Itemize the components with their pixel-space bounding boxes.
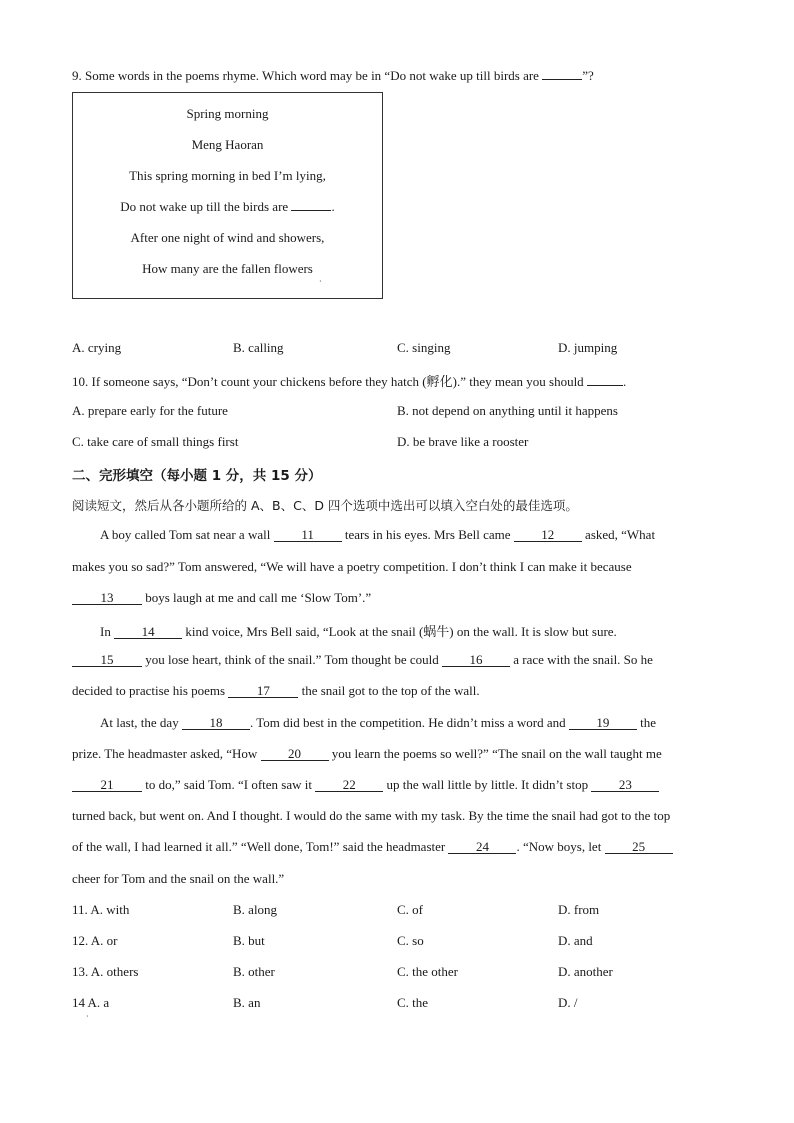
blank-24[interactable]: 24 xyxy=(448,840,516,854)
blank-22[interactable]: 22 xyxy=(315,778,383,792)
passage-line: decided to practise his poems 17 the snail got to the top of the wall. xyxy=(72,683,480,698)
passage-line: 13 boys laugh at me and call me ‘Slow Tom’.” xyxy=(72,590,371,606)
blank-line xyxy=(587,385,623,386)
choice-option-a[interactable]: 12. A. or xyxy=(72,933,118,948)
section-instruction: 阅读短文，然后从各小题所给的 A、B、C、D 四个选项中选出可以填入空白处的最佳选项。 xyxy=(72,498,578,513)
choice-option-a[interactable]: 13. A. others xyxy=(72,964,139,979)
blank-23[interactable]: 23 xyxy=(591,778,659,792)
choice-option-b[interactable]: B. along xyxy=(233,902,278,917)
section-heading: 二、完形填空（每小题 1 分，共 15 分） xyxy=(72,468,322,484)
poem-author: Meng Haoran xyxy=(191,137,264,152)
blank-17[interactable]: 17 xyxy=(228,684,298,698)
q9-option-a[interactable]: A. crying xyxy=(72,340,122,355)
blank-14[interactable]: 14 xyxy=(114,625,182,639)
q9-option-d[interactable]: D. jumping xyxy=(558,340,618,355)
passage-line: In 14 kind voice, Mrs Bell said, “Look at the snail (蜗牛) on the wall. It is slow but sure. xyxy=(100,624,617,639)
choice-option-c[interactable]: C. the other xyxy=(397,964,459,979)
blank-21[interactable]: 21 xyxy=(72,778,142,792)
passage-line: makes you so sad?” Tom answered, “We will have a poetry competition. I don’t think I can make it because xyxy=(72,559,632,574)
blank-16[interactable]: 16 xyxy=(442,653,510,667)
stray-dot: · xyxy=(86,1012,89,1021)
q10-option-d[interactable]: D. be brave like a rooster xyxy=(397,434,529,449)
choice-option-c[interactable]: C. the xyxy=(397,995,429,1010)
blank-12[interactable]: 12 xyxy=(514,528,582,542)
choice-option-d[interactable]: D. another xyxy=(558,964,613,979)
poem-line-4: How many are the fallen flowers xyxy=(142,261,313,276)
blank-11[interactable]: 11 xyxy=(274,528,342,542)
choice-option-d[interactable]: D. / xyxy=(558,995,578,1010)
choice-option-b[interactable]: B. an xyxy=(233,995,261,1010)
passage-line: At last, the day 18 . Tom did best in the competition. He didn’t miss a word and 19 the xyxy=(100,715,656,730)
poem-line-1: This spring morning in bed I’m lying, xyxy=(129,168,326,183)
passage-line: A boy called Tom sat near a wall 11 tears in his eyes. Mrs Bell came 12 asked, “What xyxy=(100,527,656,542)
choice-option-a[interactable]: 14 A. a xyxy=(72,995,110,1010)
q10-option-b[interactable]: B. not depend on anything until it happens xyxy=(397,403,618,418)
choice-option-a[interactable]: 11. A. with xyxy=(72,902,130,917)
blank-13[interactable]: 13 xyxy=(72,591,142,605)
question-10-stem: 10. If someone says, “Don’t count your chickens before they hatch (孵化).” they mean you should . xyxy=(72,374,627,389)
poem-title: Spring morning xyxy=(186,106,269,121)
choice-option-d[interactable]: D. and xyxy=(558,933,593,948)
poem-line-2: Do not wake up till the birds are . xyxy=(120,199,335,214)
choice-option-c[interactable]: C. so xyxy=(397,933,424,948)
q9-option-c[interactable]: C. singing xyxy=(397,340,451,355)
passage-line: 15 you lose heart, think of the snail.” Tom thought be could 16 a race with the snail. So he xyxy=(72,652,653,668)
passage-line: turned back, but went on. And I thought. I would do the same with my task. By the time the snail had got to the top xyxy=(72,808,671,823)
blank-20[interactable]: 20 xyxy=(261,747,329,761)
question-9-stem: 9. Some words in the poems rhyme. Which word may be in “Do not wake up till birds are ”? xyxy=(72,68,594,83)
choice-option-b[interactable]: B. other xyxy=(233,964,275,979)
choice-option-d[interactable]: D. from xyxy=(558,902,600,917)
poem-line-3: After one night of wind and showers, xyxy=(130,230,325,245)
passage-line: prize. The headmaster asked, “How 20 you learn the poems so well?” “The snail on the wall taught me xyxy=(72,746,662,761)
passage-line: cheer for Tom and the snail on the wall.” xyxy=(72,871,285,886)
passage-line: of the wall, I had learned it all.” “Well done, Tom!” said the headmaster 24 . “Now boys, let 25 xyxy=(72,839,673,855)
blank-line xyxy=(291,210,331,211)
blank-19[interactable]: 19 xyxy=(569,716,637,730)
q10-option-c[interactable]: C. take care of small things first xyxy=(72,434,239,449)
blank-15[interactable]: 15 xyxy=(72,653,142,667)
blank-line xyxy=(542,79,582,80)
choice-option-b[interactable]: B. but xyxy=(233,933,265,948)
blank-25[interactable]: 25 xyxy=(605,840,673,854)
choice-option-c[interactable]: C. of xyxy=(397,902,423,917)
q10-option-a[interactable]: A. prepare early for the future xyxy=(72,403,228,418)
passage-line: 21 to do,” said Tom. “I often saw it 22 up the wall little by little. It didn’t stop 23 xyxy=(72,777,659,793)
poem-box xyxy=(72,92,383,299)
q9-option-b[interactable]: B. calling xyxy=(233,340,284,355)
stray-dot: · xyxy=(319,277,322,286)
blank-18[interactable]: 18 xyxy=(182,716,250,730)
